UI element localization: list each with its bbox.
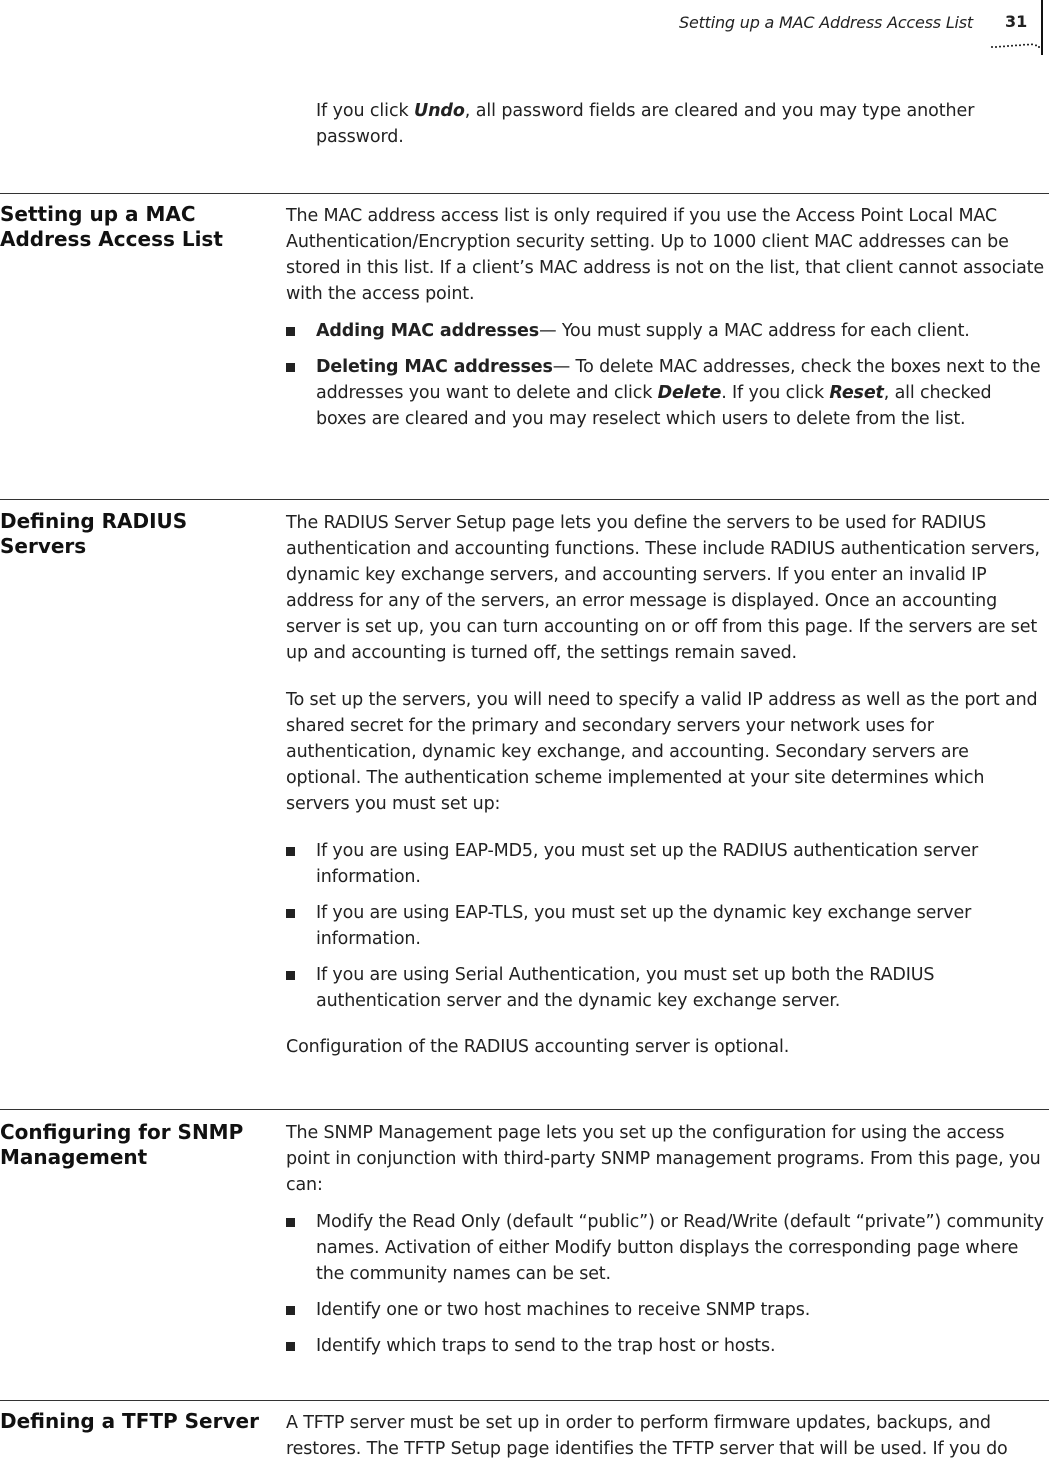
paragraph: Configuration of the RADIUS accounting server is optional. <box>286 1037 790 1057</box>
delete-term: Delete <box>657 383 722 403</box>
bullet-icon <box>286 363 295 372</box>
bullet-icon <box>286 1342 295 1351</box>
section-title-radius: Defining RADIUS Servers <box>0 509 188 558</box>
section-title-mac: Setting up a MAC Address Access List <box>0 202 223 251</box>
bullet-icon <box>286 847 295 856</box>
list-item: If you are using EAP-MD5, you must set up the RADIUS authentication server information. <box>286 838 1046 890</box>
bullet-icon <box>286 971 295 980</box>
list-item: Adding MAC addresses— You must supply a MAC address for each client. <box>286 318 1046 344</box>
section-divider <box>0 1109 1049 1110</box>
bullet-list <box>286 318 1046 432</box>
section-title-tftp: Defining a TFTP Server <box>0 1409 259 1433</box>
section-body-mac <box>286 203 1046 443</box>
list-item: Modify the Read Only (default “public”) or Read/Write (default “private”) community names. Activation of either Modify button displays the corresponding page where the community names can be set. <box>286 1209 1046 1287</box>
section-divider <box>0 193 1049 194</box>
undo-term: Undo <box>413 101 465 121</box>
paragraph: A TFTP server must be set up in order to perform firmware updates, backups, and restores. The TFTP Setup page identifies the TFTP server that will be used. If you do <box>286 1413 1008 1459</box>
running-title: Setting up a MAC Address Access List <box>678 13 973 32</box>
corner-rule <box>1041 0 1043 55</box>
section-body-snmp <box>286 1120 1046 1370</box>
section-divider <box>0 1400 1049 1401</box>
section-body-tftp <box>286 1410 1046 1473</box>
list-item: Deleting MAC addresses— To delete MAC addresses, check the boxes next to the addresses you want to delete and click Delete. If you click Reset, all checked boxes are cleared and you may reselect which users to delete from the list. <box>286 354 1046 432</box>
page-number: 31 <box>1005 12 1028 31</box>
list-item: If you are using EAP-TLS, you must set up the dynamic key exchange server information. <box>286 900 1046 952</box>
intro-paragraph: If you click Undo, all password fields are cleared and you may type another password. <box>316 101 975 147</box>
bullet-icon <box>286 327 295 336</box>
paragraph: The RADIUS Server Setup page lets you define the servers to be used for RADIUS authentication and accounting functions. These include RADIUS authentication servers, dynamic key exchange servers, and accounting servers. If you enter an invalid IP address for any of the servers, an error message is displayed. Once an accounting server is set up, you can turn accounting on or off from this page. If the servers are set up and accounting is turned off, the settings remain saved. <box>286 513 1040 663</box>
list-item: Identify which traps to send to the trap host or hosts. <box>286 1333 1046 1359</box>
paragraph: The MAC address access list is only required if you use the Access Point Local MAC Authentication/Encryption security setting. Up to 1000 client MAC addresses can be stored in this list. If a client’s MAC address is not on the list, that client cannot associate with the access point. <box>286 206 1044 304</box>
section-body-radius <box>286 510 1046 1071</box>
bullet-icon <box>286 1306 295 1315</box>
list-item: If you are using Serial Authentication, you must set up both the RADIUS authentication server and the dynamic key exchange server. <box>286 962 1046 1014</box>
bullet-list <box>286 838 1046 1014</box>
corner-dots-ornament <box>990 41 1040 49</box>
bullet-icon <box>286 909 295 918</box>
section-title-snmp: Configuring for SNMP Management <box>0 1120 244 1169</box>
paragraph: The SNMP Management page lets you set up the configuration for using the access point in conjunction with third-party SNMP management programs. From this page, you can: <box>286 1123 1041 1195</box>
page-header <box>0 0 1049 60</box>
bullet-icon <box>286 1218 295 1227</box>
section-divider <box>0 499 1049 500</box>
bullet-list <box>286 1209 1046 1359</box>
reset-term: Reset <box>829 383 884 403</box>
paragraph: To set up the servers, you will need to specify a valid IP address as well as the port and shared secret for the primary and secondary servers your network uses for authentication, dynamic key exchange, and accounting. Secondary servers are optional. The authentication scheme implemented at your site determines which servers you must set up: <box>286 690 1038 814</box>
list-item: Identify one or two host machines to receive SNMP traps. <box>286 1297 1046 1323</box>
